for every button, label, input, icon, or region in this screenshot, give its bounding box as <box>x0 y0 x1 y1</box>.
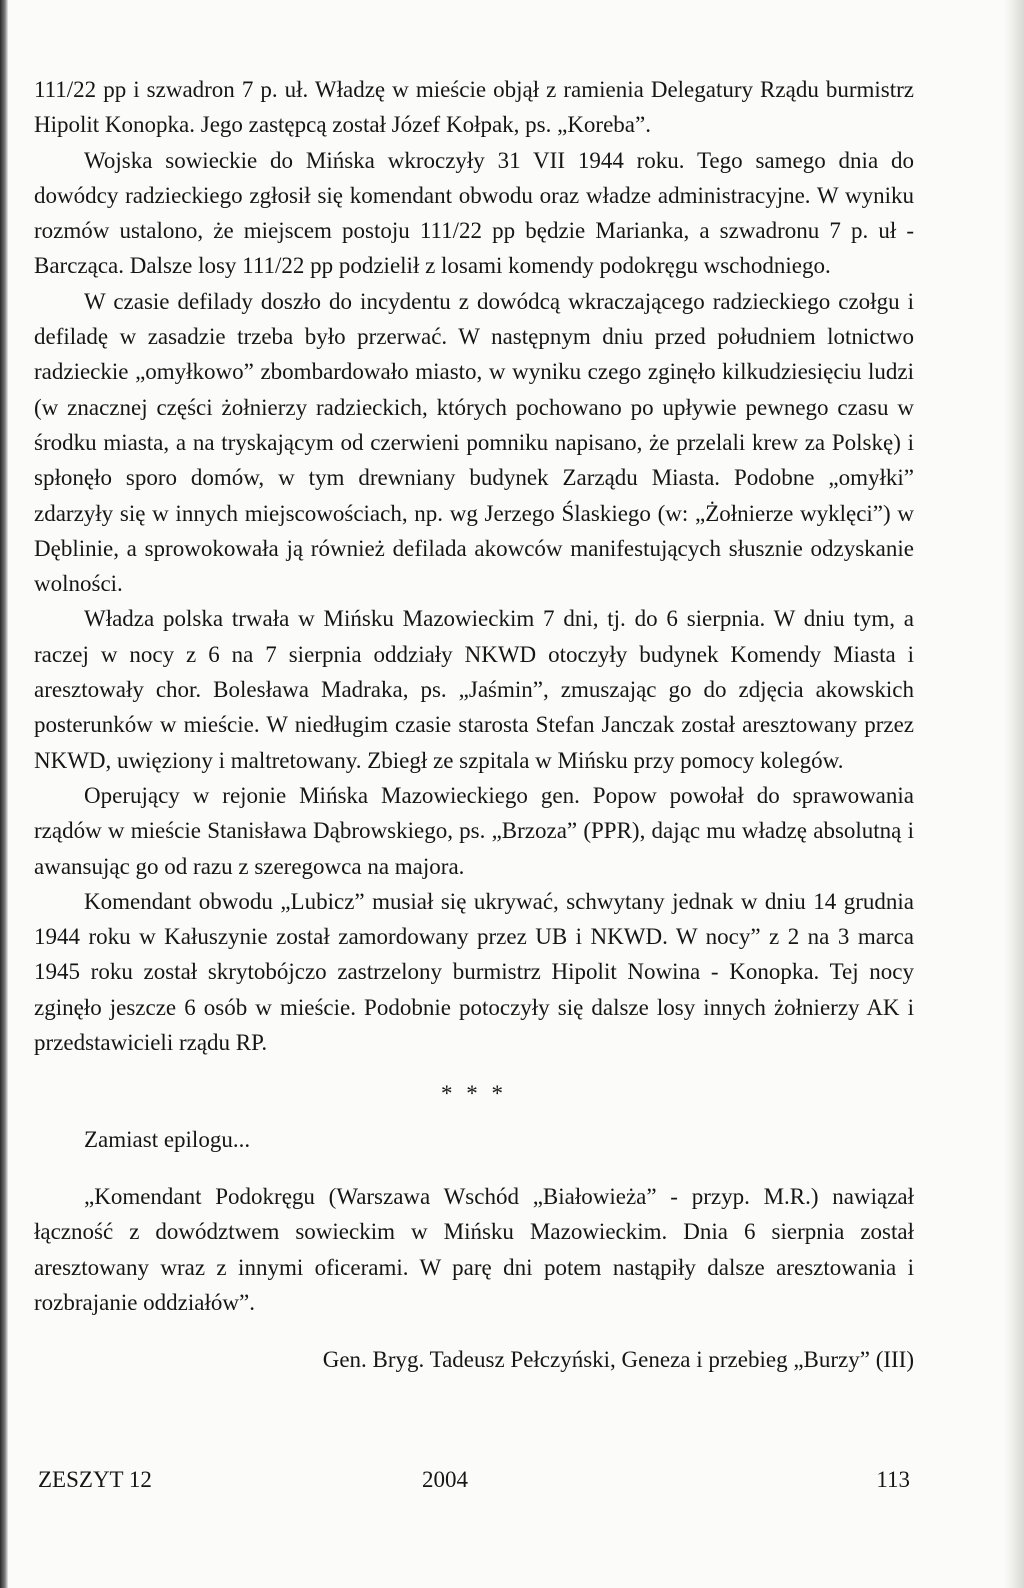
epilogue-quote: „Komendant Podokręgu (Warszawa Wschód „Białowieża” - przyp. M.R.) nawiązał łączność z dowództwem sowieckim w Mińsku Mazowieckim. Dnia 6 sierpnia został aresztowany wraz z innymi oficerami. W parę dni potem nastąpiły dalsze aresztowania i rozbrajanie oddziałów”. <box>34 1183 914 1315</box>
page-number: 113 <box>876 1467 910 1492</box>
section-separator: * * * <box>441 1081 507 1107</box>
paragraph-6: Komendant obwodu „Lubicz” musiał się ukrywać, schwytany jednak w dniu 14 grudnia 1944 roku w Kałuszynie został zamordowany przez UB i NKWD. W nocy” z 2 na 3 marca 1945 roku został skrytobójczo zastrzelony burmistrz Hipolit Nowina - Konopka. Tej nocy zginęło jeszcze 6 osób w mieście. Podobnie potoczyły się dalsze losy innych żołnierzy AK i przedstawicieli rządu RP. <box>34 888 914 1056</box>
paragraph-1: 111/22 pp i szwadron 7 p. uł. Władzę w mieście objął z ramienia Delegatury Rządu burmistrz Hipolit Konopka. Jego zastępcą został Józef Kołpak, ps. „Koreba”. <box>34 77 914 138</box>
footer-issue: ZESZYT 12 <box>38 1467 152 1492</box>
scan-right-edge <box>1004 0 1024 1588</box>
paragraph-2: Wojska sowieckie do Mińska wkroczyły 31 VII 1944 roku. Tego samego dnia do dowódcy radzieckiego zgłosił się komendant obwodu oraz władze administracyjne. W wyniku rozmów ustalono, że miejscem postoju 111/22 pp będzie Marianka, a szwadronu 7 p. uł - Barcząca. Dalsze losy 111/22 pp podzielił z losami komendy podokręgu wschodniego. <box>34 147 914 279</box>
footer-year: 2004 <box>422 1467 468 1492</box>
page-body <box>34 72 914 1377</box>
epilogue-heading: Zamiast epilogu... <box>84 1126 251 1152</box>
paragraph-3: W czasie defilady doszło do incydentu z dowódcą wkraczającego radzieckiego czołgu i defiladę w zasadzie trzeba było przerwać. W następnym dniu przed południem lotnictwo radzieckie „omyłkowo” zbombardowało miasto, w wyniku czego zginęło kilkudziesięciu ludzi (w znacznej części żołnierzy radzieckich, których pochowano po upływie pewnego czasu w środku miasta, a na tryskającym od czerwieni pomniku napisano, że przelali krew za Polskę) i spłonęło sporo domów, w tym drewniany budynek Zarządu Miasta. Podobne „omyłki” zdarzyły się w innych miejscowościach, np. wg Jerzego Ślaskiego (w: „Żołnierze wyklęci”) w Dęblinie, a sprowokowała ją również defilada akowców manifestujących słusznie odzyskanie wolności. <box>34 288 914 597</box>
paragraph-4: Władza polska trwała w Mińsku Mazowieckim 7 dni, tj. do 6 sierpnia. W dniu tym, a raczej w nocy z 6 na 7 sierpnia oddziały NKWD otoczyły budynek Komendy Miasta i aresztowały chor. Bolesława Madraka, ps. „Jaśmin”, zmuszając go do zdjęcia akowskich posterunków w mieście. W niedługim czasie starosta Stefan Janczak został aresztowany przez NKWD, uwięziony i maltretowany. Zbiegł ze szpitala w Mińsku przy pomocy kolegów. <box>34 606 914 773</box>
scan-left-edge <box>0 0 8 1588</box>
page-footer <box>38 1467 910 1503</box>
quote-attribution: Gen. Bryg. Tadeusz Pełczyński, Geneza i przebieg „Burzy” (III) <box>322 1347 914 1373</box>
paragraph-5: Operujący w rejonie Mińska Mazowieckiego gen. Popow powołał do sprawowania rządów w mieście Stanisława Dąbrowskiego, ps. „Brzoza” (PPR), dając mu władzę absolutną i awansując go od razu z szeregowca na majora. <box>34 782 914 879</box>
